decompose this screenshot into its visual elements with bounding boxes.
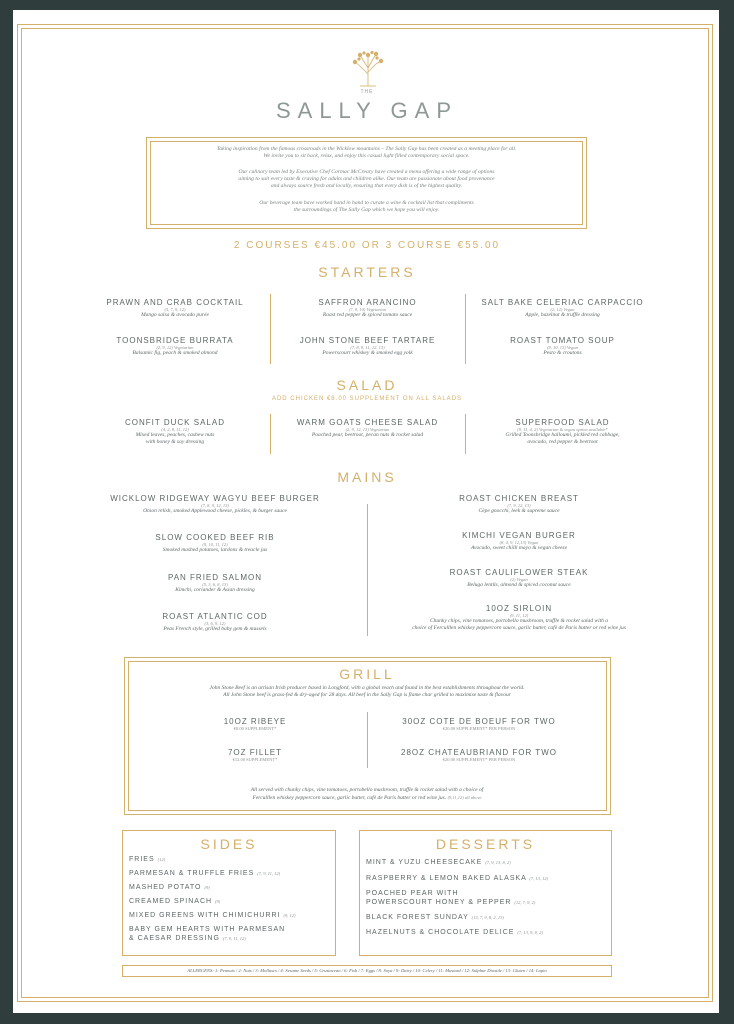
item-allergens: (9, 11, 4, 2) Vegetarian & vegan option available* — [517, 427, 608, 432]
item-desc: Avocado, sweet chilli mayo & vegan cheese — [470, 545, 568, 551]
item-name: CONFIT DUCK SALAD — [125, 418, 225, 427]
item-name: HAZELNUTS & CHOCOLATE DELICE — [366, 929, 515, 936]
menu-item — [280, 298, 455, 319]
item-name: POWERSCOURT HONEY & PEPPER — [366, 899, 512, 906]
item-allergens: (5, 7, 9, 12) — [164, 307, 186, 312]
item-allergens: (9, 10, 13) Vegan — [547, 345, 578, 350]
item-name: ROAST CAULIFLOWER STEAK — [449, 568, 589, 577]
dessert-item — [366, 875, 548, 882]
item-allergens: (12) — [157, 857, 166, 862]
item-allergens: (9) — [204, 885, 210, 890]
divider — [465, 294, 466, 364]
menu-item — [475, 336, 650, 357]
section-title-starters: STARTERS — [318, 264, 416, 280]
grill-intro: All John Stone beef is grass-fed & dry-aged for 28 days. All beef in the Sally Gap is flame char grilled to maximise taste & flavour — [223, 692, 511, 698]
menu-item — [90, 418, 260, 446]
section-title-grill: GRILL — [339, 666, 395, 682]
item-name: 28OZ CHATEAUBRIAND FOR TWO — [401, 748, 557, 757]
item-supplement: €12.00 SUPPLEMENT* — [232, 757, 278, 762]
divider — [270, 294, 271, 364]
item-allergens: (7, 9, 11, 12) — [222, 936, 246, 941]
menu-item — [70, 573, 360, 594]
side-item — [129, 856, 165, 863]
item-allergens: (3, 6, 9, 12) — [204, 621, 226, 626]
grill-footer-allergens: (9,11,12) all above — [447, 795, 482, 800]
item-desc: avocado, red pepper & beetroot — [527, 439, 598, 445]
item-name: PARMESAN & TRUFFLE FRIES — [129, 870, 255, 877]
item-allergens: (9, 11, 12) — [509, 613, 529, 618]
grill-footer: All served with chunky chips, vine tomatoes, portobello mushroom, truffle & rocket salad with a choice of — [250, 787, 484, 793]
menu-item — [374, 604, 664, 632]
salad-supplement-note: ADD CHICKEN €8.00 SUPPLEMENT ON ALL SALADS — [271, 396, 463, 402]
item-allergens: (7, 8, 9, 11, 12, 13) — [350, 345, 385, 350]
dessert-item — [366, 929, 543, 936]
item-allergens: (7, 9, 12, 13) — [507, 503, 531, 508]
item-desc: Powerscourt whiskey & smoked egg yolk — [322, 350, 413, 356]
item-name: PRAWN AND CRAB COCKTAIL — [106, 298, 244, 307]
item-name: 30OZ COTE DE BOEUF FOR TWO — [402, 717, 556, 726]
item-desc: Balsamic fig, peach & smoked almond — [132, 350, 218, 356]
item-desc: Beluga lentils, almond & spiced coconut sauce — [467, 582, 571, 588]
item-desc: with honey & soy dressing — [145, 439, 205, 445]
item-name: ROAST ATLANTIC COD — [162, 612, 268, 621]
item-allergens: (5, 3, 6, 8, 13) — [202, 582, 228, 587]
grill-item — [150, 717, 360, 731]
item-desc: Onion relish, smoked Applewood cheese, pickles, & burger sauce — [143, 508, 287, 514]
dessert-item — [366, 914, 504, 921]
item-allergens: (2, 9, 12) Vegetarian — [156, 345, 194, 350]
menu-item — [374, 568, 664, 589]
menu-item — [280, 336, 455, 357]
item-name: KIMCHI VEGAN BURGER — [462, 531, 576, 540]
item-desc: Mango salsa & avocado purée — [141, 312, 209, 318]
item-desc: Mixed leaves, peaches, cashew nuts — [135, 432, 215, 438]
item-name: 10OZ SIRLOIN — [485, 604, 553, 613]
item-name: POACHED PEAR WITH — [366, 890, 459, 897]
item-name: BABY GEM HEARTS WITH PARMESAN — [129, 926, 286, 933]
item-desc: Cèpe gnocchi, leek & supreme sauce — [478, 508, 560, 514]
item-desc: Chunky chips, vine tomatoes, portobello mushroom, truffle & rocket salad with a — [429, 618, 609, 624]
item-supplement: €8.00 SUPPLEMENT* — [233, 726, 277, 731]
dessert-item — [366, 859, 511, 866]
grill-item — [374, 717, 584, 731]
item-allergens: (9, 12) — [283, 913, 296, 918]
item-allergens: (7, 9, 11, 12) — [257, 871, 281, 876]
item-allergens: (2, 9, 12, 13) Vegetarian — [345, 427, 390, 432]
item-name: SALT BAKE CELERIAC CARPACCIO — [481, 298, 644, 307]
item-name: SLOW COOKED BEEF RIB — [155, 533, 275, 542]
item-desc: Grilled Toonsbridge halloumi, pickled red cabbage, — [505, 432, 620, 438]
intro-line: We invite you to sit back, relax, and enjoy this casual light filled contemporary social space. — [263, 153, 470, 159]
grill-intro: John Stone Beef is an artisan Irish producer based in Longford, with a global reach and found in the best establishments throughout the world. — [209, 685, 525, 691]
item-allergens: (12, 7, 9, 2) — [514, 900, 536, 905]
divider — [367, 504, 368, 636]
section-title-sides: SIDES — [200, 836, 258, 852]
brand-prefix: THE — [360, 89, 374, 95]
item-allergens: (2, 12) Vegan — [550, 307, 575, 312]
divider — [270, 414, 271, 454]
intro-line: Our culinary team led by Executive Chef Cormac McCreary have created a menu offering a wide range of options — [238, 169, 495, 175]
item-name: MINT & YUZU CHEESECAKE — [366, 859, 483, 866]
item-name: WICKLOW RIDGEWAY WAGYU BEEF BURGER — [110, 494, 320, 503]
item-allergens: (8, 4, 9, 12,13) Vegan — [499, 540, 539, 545]
item-name: SUPERFOOD SALAD — [515, 418, 610, 427]
item-allergens: (4, 2, 8, 11, 12) — [161, 427, 189, 432]
item-desc: Roast red pepper & spiced tomato sauce — [322, 312, 413, 318]
grill-item — [150, 748, 360, 762]
item-name: 7OZ FILLET — [227, 748, 282, 757]
item-name: TOONSBRIDGE BURRATA — [116, 336, 234, 345]
intro-line: the surroundings of The Sally Gap which we hope you will enjoy. — [293, 207, 440, 213]
item-name: MIXED GREENS WITH CHIMICHURRI — [129, 912, 281, 919]
item-name: FRIES — [129, 856, 155, 863]
item-allergens: (9, 10, 11, 12) — [202, 542, 228, 547]
item-supplement: €20.00 SUPPLEMENT* PER PERSON — [442, 726, 516, 731]
intro-line: Taking inspiration from the famous crossroads in the Wicklow mountains – The Sally Gap has been created as a meeting place for all. — [216, 146, 517, 152]
allergens-legend: ALLERGENS: 1: Peanuts / 2: Nuts / 3: Molluscs / 4: Sesame Seeds / 5: Crustacean / 6: Fish / 7: Eggs / 8: Soya / 9: Dairy / 10: Celery / 11: Mustard / 12: Sulphur Dioxide / 13: Gluten / 14: Lupin — [122, 965, 612, 977]
item-name: JOHN STONE BEEF TARTARE — [299, 336, 436, 345]
item-allergens: (13, 7, 9, 8, 2, 13) — [471, 915, 504, 920]
brand-name: SALLY GAP — [275, 98, 459, 123]
divider — [367, 712, 368, 768]
intro-line: aiming to suit every taste & craving for adults and children alike. Our team are passionate about food provenance — [238, 176, 495, 182]
section-title-mains: MAINS — [337, 469, 397, 485]
grill-item — [374, 748, 584, 762]
item-desc: Pesto & croutons — [543, 350, 582, 356]
item-allergens: (9) — [215, 899, 221, 904]
dessert-item — [366, 899, 535, 906]
item-desc: Apple, hazelnut & truffle dressing — [525, 312, 600, 318]
item-name: MASHED POTATO — [129, 884, 202, 891]
dessert-item — [366, 890, 458, 897]
item-desc: Poached pear, beetroot, pecan nuts & rocket salad — [311, 432, 424, 438]
menu-item — [475, 418, 650, 446]
item-name: 10OZ RIBEYE — [223, 717, 287, 726]
menu-item — [374, 494, 664, 515]
item-allergens: (2) Vegan — [510, 577, 528, 582]
item-allergens: (7, 8, 9, 12, 13) — [201, 503, 229, 508]
menu-item — [90, 298, 260, 319]
item-name: ROAST CHICKEN BREAST — [459, 494, 579, 503]
item-name: PAN FRIED SALMON — [167, 573, 263, 582]
grill-footer-text: Ferculllen whiskey peppercorn sauce, garlic butter, café de Paris butter or red wine jus. — [252, 795, 447, 801]
item-name: BLACK FOREST SUNDAY — [366, 914, 469, 921]
course-price: 2 COURSES €45.00 OR 3 COURSE €55.00 — [233, 240, 501, 251]
grill-footer — [140, 794, 594, 802]
item-supplement: €20.00 SUPPLEMENT* PER PERSON — [442, 757, 516, 762]
item-name: SAFFRON ARANCINO — [318, 298, 417, 307]
side-item — [129, 912, 295, 919]
menu-item — [90, 336, 260, 357]
item-desc: choice of Ferculllen whiskey peppercorn sauce, garlic butter, café de Paris butter or red wine jus — [412, 625, 626, 631]
menu-item — [374, 531, 664, 552]
item-name: CREAMED SPINACH — [129, 898, 213, 905]
item-allergens: (7, 13, 12) — [529, 876, 549, 881]
side-item — [129, 898, 220, 905]
menu-item — [70, 494, 360, 515]
divider — [465, 414, 466, 454]
side-item — [129, 935, 246, 942]
item-name: & CAESAR DRESSING — [129, 935, 220, 942]
menu-item — [70, 612, 360, 633]
menu-item — [475, 298, 650, 319]
intro-line: Our beverage team have worked hand in hand to curate a wine & cocktail list that compliments — [259, 200, 474, 206]
side-item — [129, 926, 285, 933]
item-desc: Kimchi, coriander & Asian dressing — [175, 587, 255, 593]
section-title-salad: SALAD — [336, 377, 398, 393]
item-allergens: (7, 13, 9, 8, 2) — [517, 930, 543, 935]
section-title-desserts: DESSERTS — [435, 836, 536, 852]
menu-item — [280, 418, 455, 439]
item-desc: Smoked mashed potatoes, lardons & treacle jus — [162, 547, 268, 553]
menu-item — [70, 533, 360, 554]
side-item — [129, 884, 210, 891]
intro-line: and always source fresh and locally, ensuring that every dish is of the highest quality. — [270, 183, 463, 189]
item-allergens: (7, 9, 13, 8, 2) — [485, 860, 511, 865]
item-allergens: (7, 9, 10) Vegetarian — [348, 307, 387, 312]
item-desc: Peas French style, grilled baby gem & mussels — [163, 626, 267, 632]
tree-icon — [340, 50, 396, 88]
item-name: WARM GOATS CHEESE SALAD — [296, 418, 439, 427]
item-name: ROAST TOMATO SOUP — [510, 336, 615, 345]
item-name: RASPBERRY & LEMON BAKED ALASKA — [366, 875, 527, 882]
side-item — [129, 870, 280, 877]
